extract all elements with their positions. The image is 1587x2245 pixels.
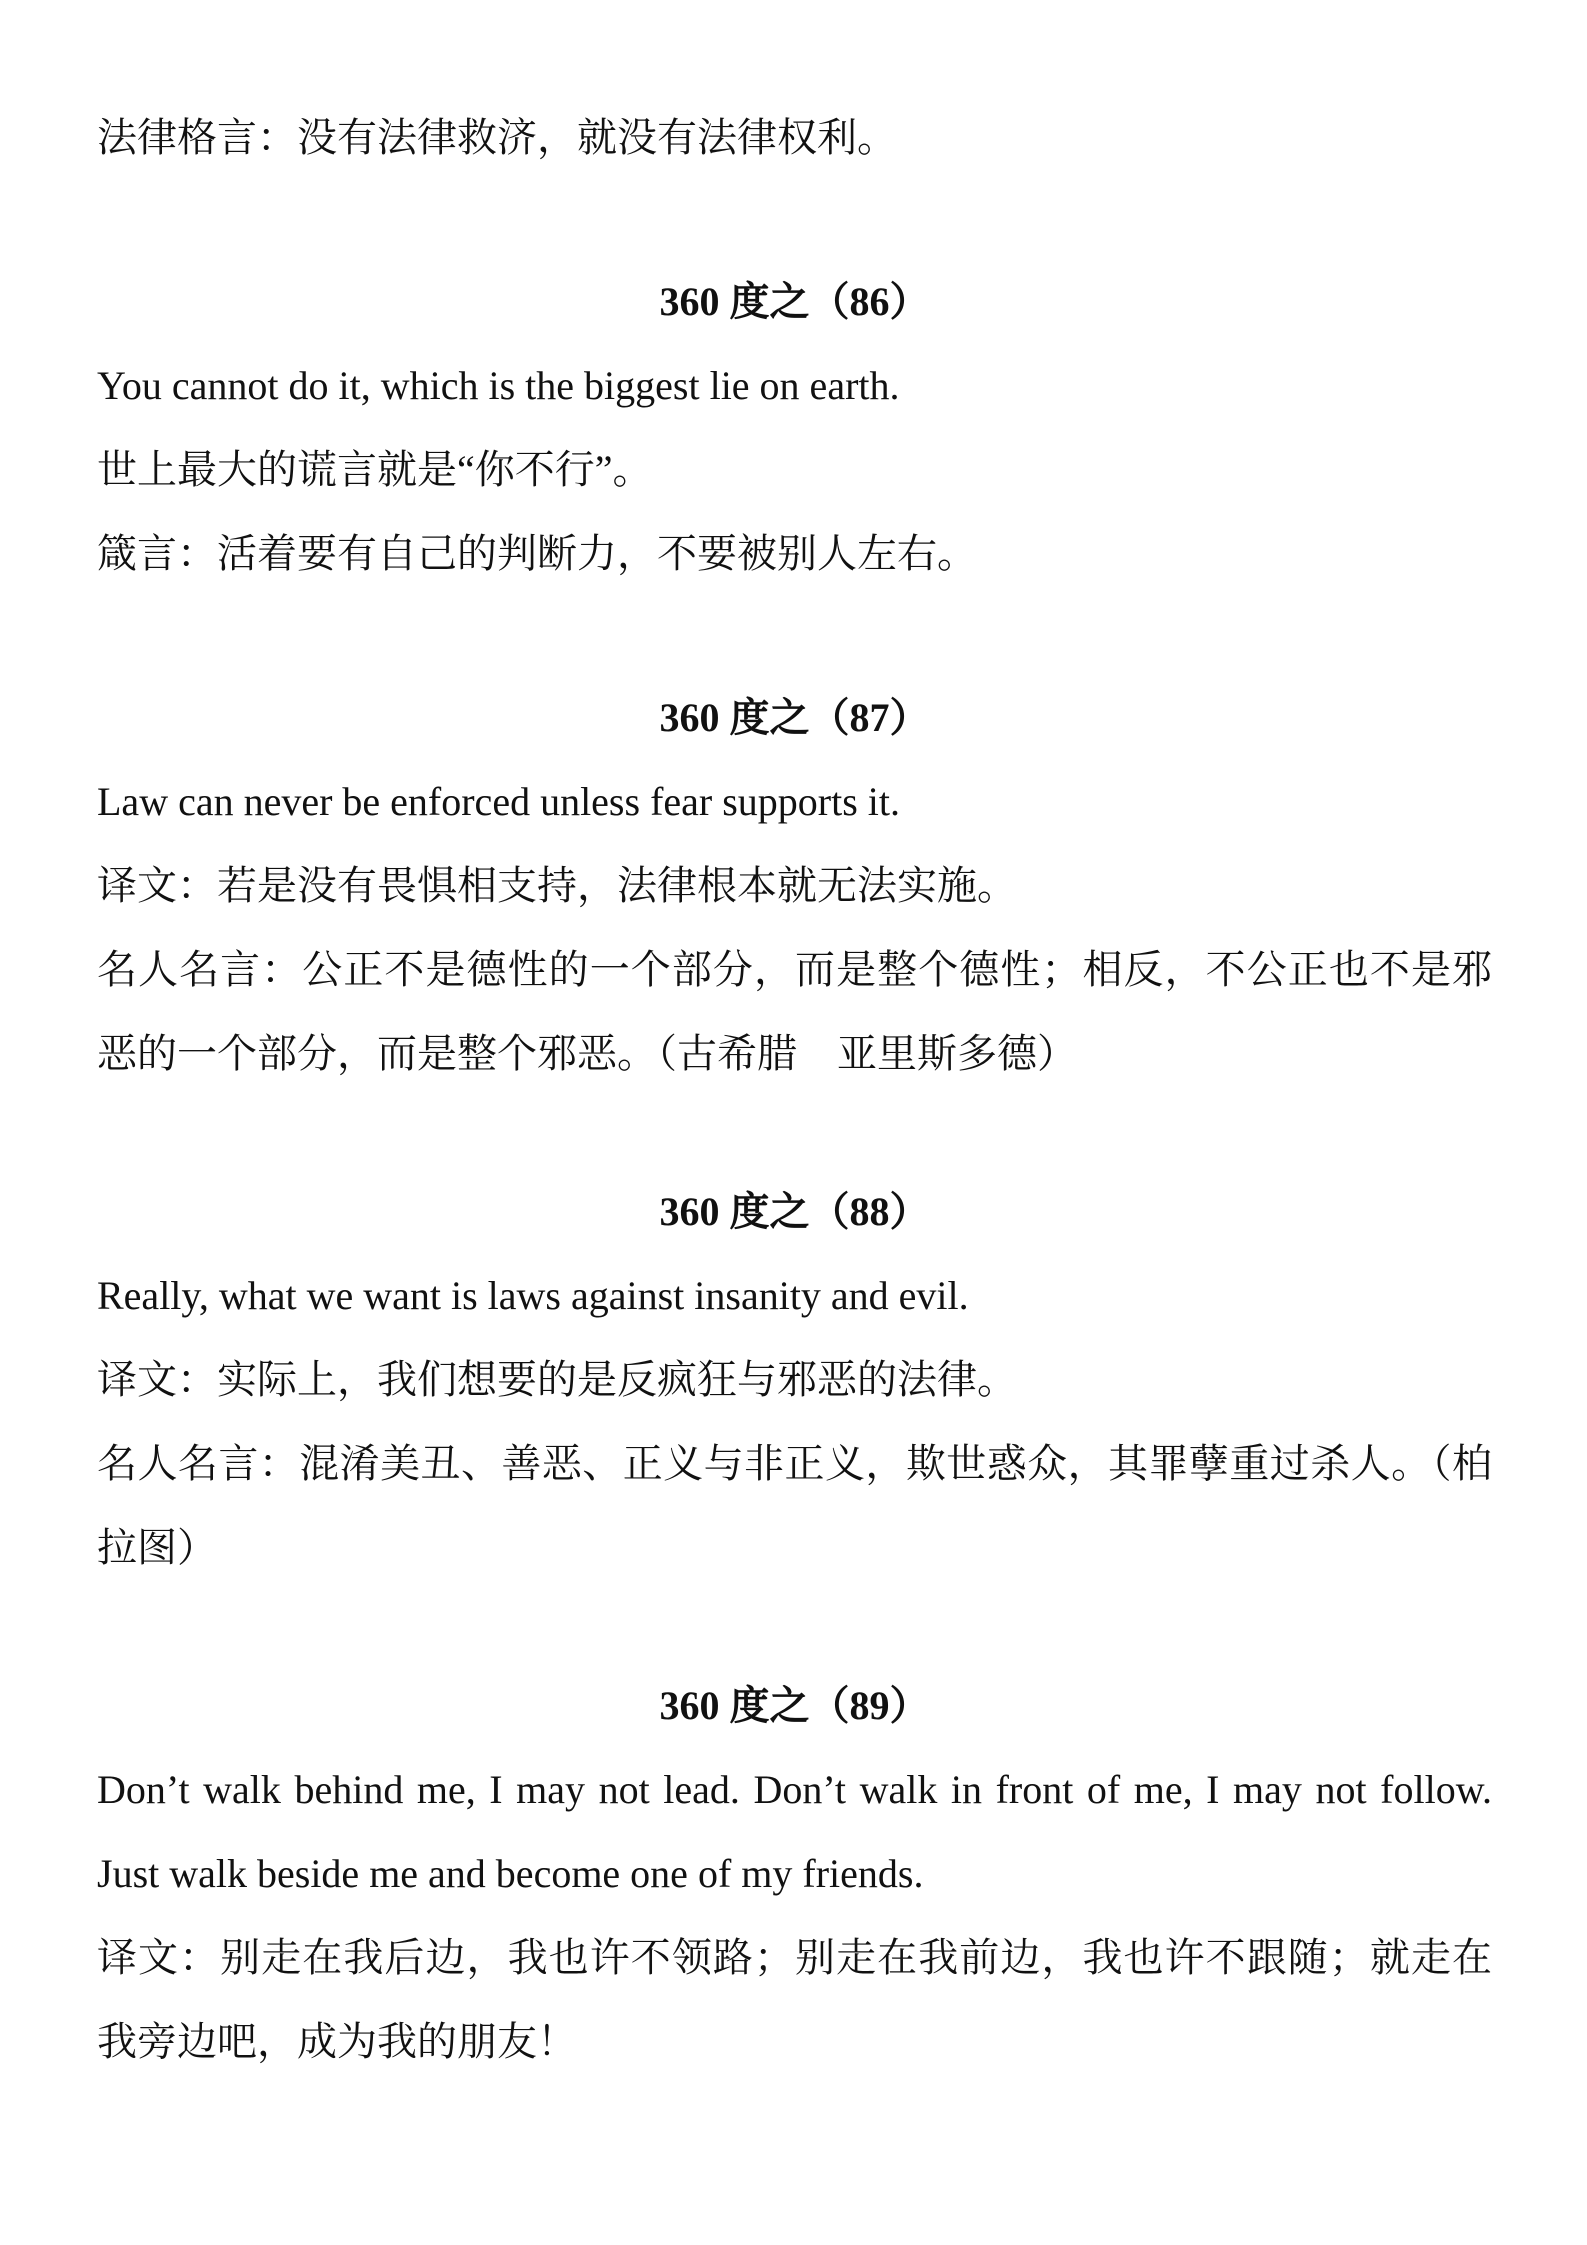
english-quote: Really, what we want is laws against insanity and evil. [97,1273,969,1318]
section-spacer [97,1590,1492,1676]
document-page [97,108,1492,2084]
maxim-note: 箴言：活着要有自己的判断力，不要被别人左右。 [97,531,977,576]
famous-quote: 名人名言：混淆美丑、善恶、正义与非正义，欺世惑众，其罪孽重过杀人。（柏拉图） [97,1441,1492,1570]
section-spacer [97,168,1492,272]
section-86 [97,272,1492,584]
chinese-translation: 译文：若是没有畏惧相支持，法律根本就无法实施。 [97,863,1017,908]
section-heading: 360 度之（86） [659,279,930,324]
chinese-translation: 译文：别走在我后边，我也许不领路；别走在我前边，我也许不跟随；就走在我旁边吧，成为我的朋友！ [97,1935,1492,2064]
section-88 [97,1182,1492,1590]
legal-maxim: 法律格言：没有法律救济，就没有法律权利。 [97,115,897,160]
section-89 [97,1676,1492,2084]
section-spacer [97,1096,1492,1182]
english-quote: Law can never be enforced unless fear supports it. [97,779,901,824]
section-spacer [97,584,1492,688]
section-87 [97,688,1492,1096]
chinese-translation: 译文：实际上，我们想要的是反疯狂与邪恶的法律。 [97,1357,1017,1402]
section-heading: 360 度之（89） [659,1683,930,1728]
section-heading: 360 度之（87） [659,695,930,740]
section-heading: 360 度之（88） [659,1189,930,1234]
famous-quote: 名人名言：公正不是德性的一个部分，而是整个德性；相反，不公正也不是邪恶的一个部分，而是整个邪恶。（古希腊 亚里斯多德） [97,947,1492,1076]
english-quote: You cannot do it, which is the biggest lie on earth. [97,363,900,408]
chinese-translation: 世上最大的谎言就是“你不行”。 [97,447,653,492]
english-quote: Don’t walk behind me, I may not lead. Don’t walk in front of me, I may not follow. Just walk beside me and become one of my friends. [97,1767,1492,1896]
